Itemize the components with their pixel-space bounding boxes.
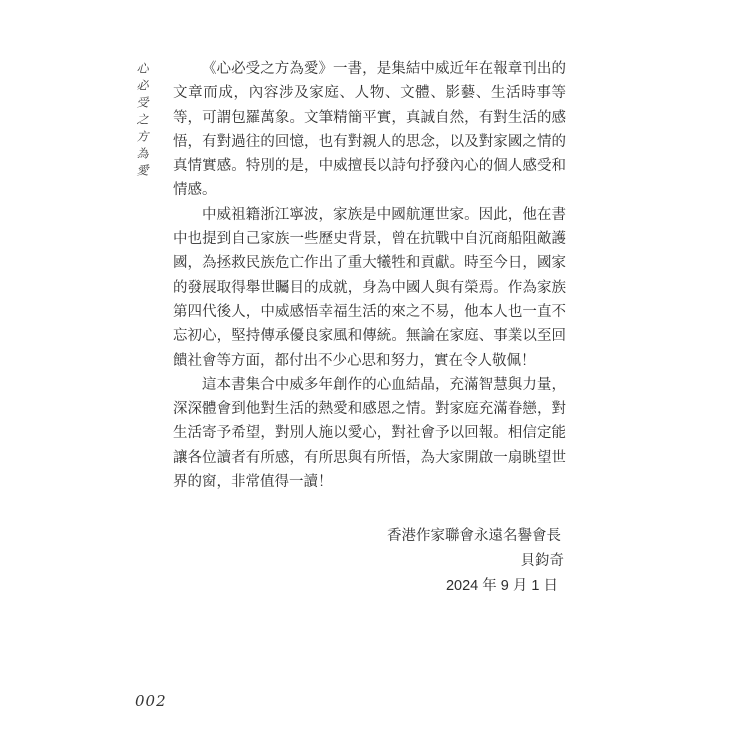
preface-paragraph-2: 中威祖籍浙江寧波，家族是中國航運世家。因此，他在書中也提到自己家族一些歷史背景，曾在抗戰中自沉商船阻敵護國，為拯救民族危亡作出了重大犧牲和貢獻。時至今日，國家的發展取得舉世矚目的成就，身為中國人與有榮焉。作為家族第四代後人，中威感悟幸福生活的來之不易，他本人也一直不忘初心，堅持傳承優良家風和傳統。無論在家庭、事業以至回饋社會等方面，都付出不少心思和努力，實在令人敬佩！ [173, 206, 566, 369]
signature-date: 2024 年 9 月 1 日 [445, 577, 558, 594]
signature-name: 貝鈞奇 [520, 552, 564, 569]
preface-paragraph-1: 《心必受之方為愛》一書，是集結中威近年在報章刊出的文章而成，內容涉及家庭、人物、文體、影藝、生活時事等等，可謂包羅萬象。文筆精簡平實，真誠自然，有對生活的感悟，有對過往的回憶，也有對親人的思念，以及對家國之情的真情實感。特別的是，中威擅長以詩句抒發內心的個人感受和情感。 [173, 61, 566, 199]
running-head-book-title: 心必受之方為愛 [135, 62, 149, 181]
page-number: 002 [135, 692, 167, 710]
preface-body [173, 57, 566, 598]
preface-paragraph-3: 這本書集合中威多年創作的心血結晶，充滿智慧與力量，深深體會到他對生活的熱愛和感恩之情。對家庭充滿眷戀，對生活寄予希望，對別人施以愛心，對社會予以回報。相信定能讓各位讀者有所感，有所思與有所悟，為大家開啟一扇眺望世界的窗，非常值得一讀！ [173, 376, 566, 491]
signature-affiliation: 香港作家聯會永遠名譽會長 [387, 528, 561, 545]
signature-block [173, 524, 566, 598]
